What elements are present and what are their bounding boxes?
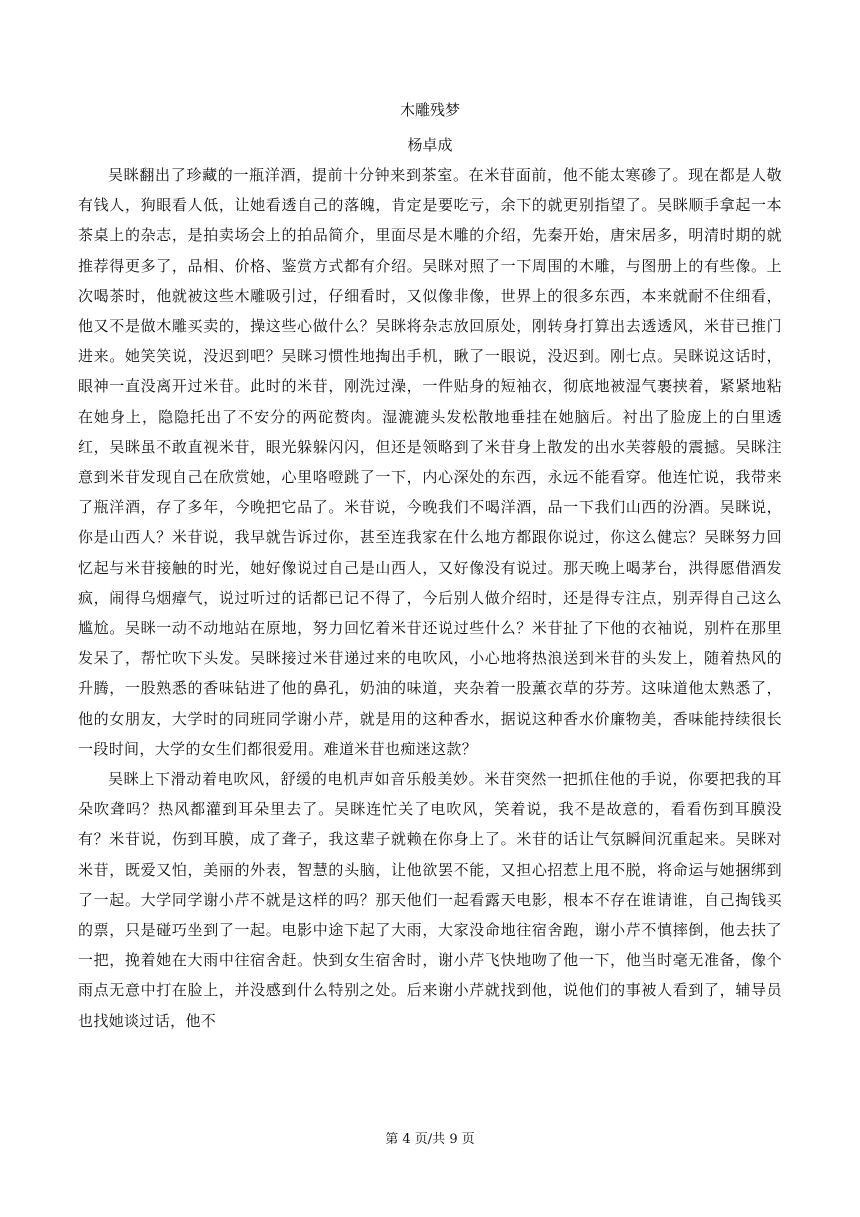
article-title: 木雕残梦: [399, 101, 460, 119]
paragraph-2: 吴眯上下滑动着电吹风，舒缓的电机声如音乐般美妙。米苷突然一把抓住他的手说，你要把我的耳朵吹聋吗？热风都灌到耳朵里去了。吴眯连忙关了电吹风，笑着说，我不是故意的，看看伤到耳膜没有？米苷说，伤到耳膜，成了聋子，我这辈子就赖在你身上了。米苷的话让气氛瞬间沉重起来。吴眯对米苷，既爱又怕，美丽的外表，智慧的头脑，让他欲罢不能，又担心招惹上甩不脱，将命运与她捆绑到了一起。大学同学谢小芹不就是这样的吗？那天他们一起看露天电影，根本不存在谁请谁，自己掏钱买的票，只是碰巧坐到了一起。电影中途下起了大雨，大家没命地往宿舍跑，谢小芹不慎摔倒，他去扶了一把，挽着她在大雨中往宿舍赶。快到女生宿舍时，谢小芹飞快地吻了他一下，他当时毫无准备，像个雨点无意中打在脸上，并没感到什么特别之处。后来谢小芹就找到他，说他们的事被人看到了，辅导员也找她谈过话，他不: [78, 770, 782, 1030]
article-body: [78, 160, 782, 1036]
page-number-footer: 第 4 页/共 9 页: [385, 1132, 475, 1147]
article-author: 杨卓成: [407, 136, 453, 154]
paragraph-1: 吴眯翻出了珍藏的一瓶洋酒，提前十分钟来到茶室。在米苷面前，他不能太寒碜了。现在都是人敬有钱人，狗眼看人低，让她看透自己的落魄，肯定是要吃亏，余下的就更别指望了。吴眯顺手拿起一本茶桌上的杂志，是拍卖场会上的拍品简介，里面尽是木雕的介绍，先秦开始，唐宋居多，明清时期的就推荐得更多了，品相、价格、鉴赏方式都有介绍。吴眯对照了一下周围的木雕，与图册上的有些像。上次喝茶时，他就被这些木雕吸引过，仔细看时，又似像非像，世界上的很多东西，本来就耐不住细看，他又不是做木雕买卖的，操这些心做什么？吴眯将杂志放回原处，刚转身打算出去透透风，米苷已推门进来。她笑笑说，没迟到吧？吴眯习惯性地掏出手机，瞅了一眼说，没迟到。刚七点。吴眯说这话时，眼神一直没离开过米苷。此时的米苷，刚洗过澡，一件贴身的短袖衣，彻底地被湿气裹挟着，紧紧地粘在她身上，隐隐托出了不安分的两砣赘肉。湿漉漉头发松散地垂挂在她脑后。衬出了脸庞上的白里透红，吴眯虽不敢直视米苷，眼光躲躲闪闪，但还是领略到了米苷身上散发的出水芙蓉般的震撼。吴眯注意到米苷发现自己在欣赏她，心里咯噔跳了一下，内心深处的东西，永远不能看穿。他连忙说，我带来了瓶洋酒，存了多年，今晚把它品了。米苷说，今晚我们不喝洋酒，品一下我们山西的汾酒。吴眯说，你是山西人？米苷说，我早就告诉过你，甚至连我家在什么地方都跟你说过，你这么健忘？吴眯努力回忆起与米苷接触的时光，她好像说过自己是山西人，又好像没有说过。那天晚上喝茅台，洪得愿借酒发疯，闹得乌烟瘴气，说过听过的话都已记不得了，今后别人做介绍时，还是得专注点，别弄得自己这么尴尬。吴眯一动不动地站在原地，努力回忆着米苷还说过些什么？米苷扯了下他的衣袖说，别杵在那里发呆了，帮忙吹下头发。吴眯接过米苷递过来的电吹风，小心地将热浪送到米苷的头发上，随着热风的升腾，一股熟悉的香味钻进了他的鼻孔，奶油的味道，夹杂着一股薰衣草的芬芳。这味道他太熟悉了，他的女朋友，大学时的同班同学谢小芹，就是用的这种香水，据说这种香水价廉物美，香味能持续很长一段时间，大学的女生们都很爱用。难道米苷也痴迷这款？: [78, 166, 782, 758]
